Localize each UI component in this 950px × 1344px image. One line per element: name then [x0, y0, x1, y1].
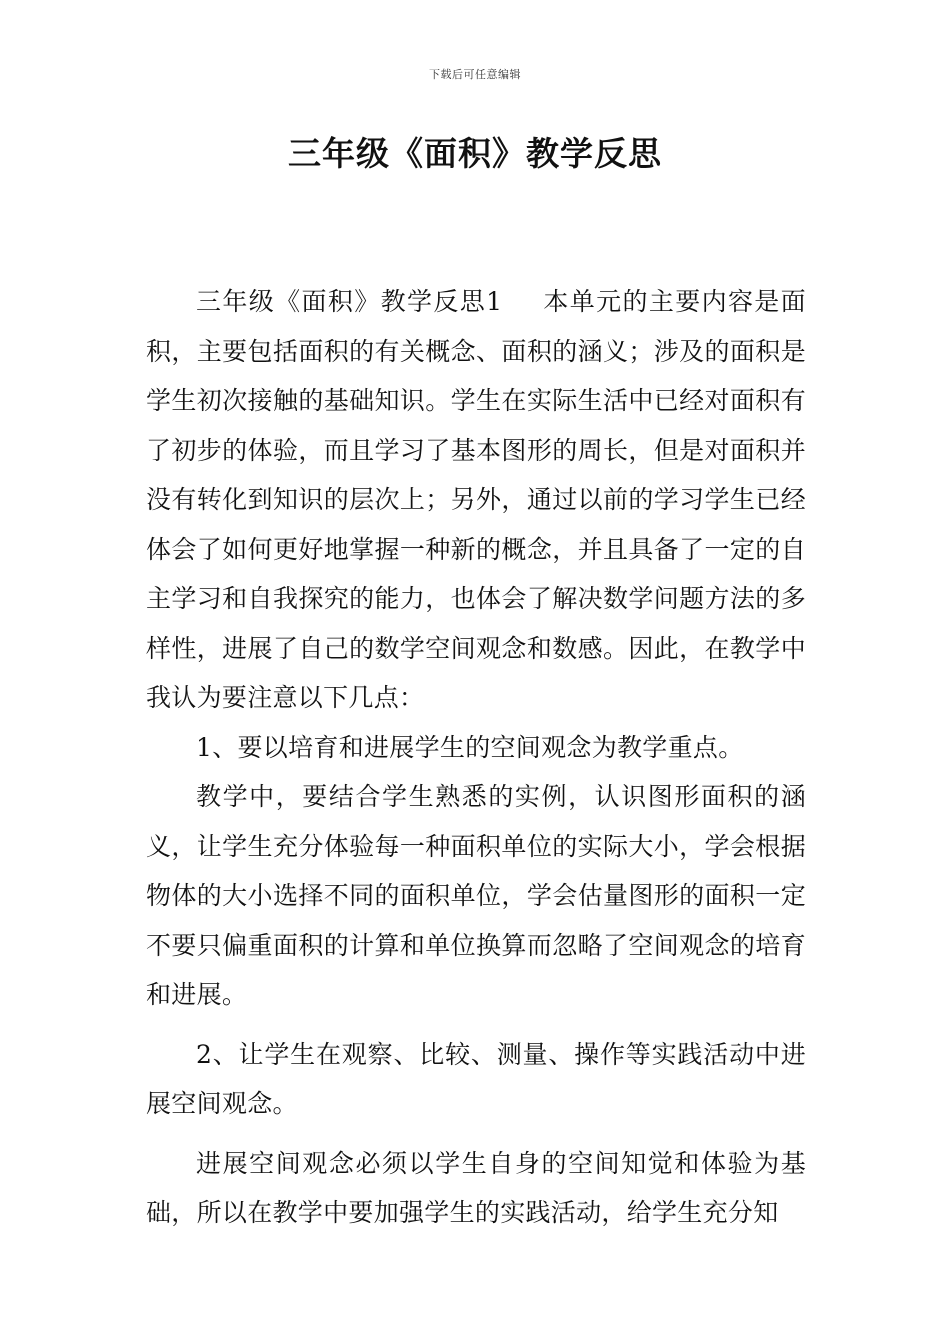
paragraph-point-2: 2、让学生在观察、比较、测量、操作等实践活动中进展空间观念。: [146, 1039, 806, 1118]
paragraph-point-1: 1、要以培育和进展学生的空间观念为教学重点。: [196, 732, 744, 762]
section-heading: 三年级《面积》教学反思1: [196, 287, 503, 316]
paragraph-point-2-detail: 进展空间观念必须以学生自身的空间知觉和体验为基础，所以在教学中要加强学生的实践活动，给学生充分知: [146, 1148, 806, 1227]
paragraph-text: 本单元的主要内容是面积，主要包括面积的有关概念、面积的涵义；涉及的面积是学生初次接触的基础知识。学生在实际生活中已经对面积有了初步的体验，而且学习了基本图形的周长，但是对面积并没有转化到知识的层次上；另外，通过以前的学习学生已经体会了如何更好地掌握一种新的概念，并且具备了一定的自主学习和自我探究的能力，也体会了解决数学问题方法的多样性，进展了自己的数学空间观念和数感。因此，在教学中我认为要注意以下几点：: [146, 287, 806, 712]
header-note: 下载后可任意编辑: [429, 68, 521, 81]
paragraph-intro: [146, 277, 806, 723]
paragraph-point-1-detail: 教学中，要结合学生熟悉的实例，认识图形面积的涵义，让学生充分体验每一种面积单位的实际大小，学会根据物体的大小选择不同的面积单位，学会估量图形的面积一定不要只偏重面积的计算和单位换算而忽略了空间观念的培育和进展。: [146, 782, 806, 1009]
document-title: 三年级《面积》教学反思: [288, 134, 662, 173]
document-body: [146, 277, 806, 1238]
